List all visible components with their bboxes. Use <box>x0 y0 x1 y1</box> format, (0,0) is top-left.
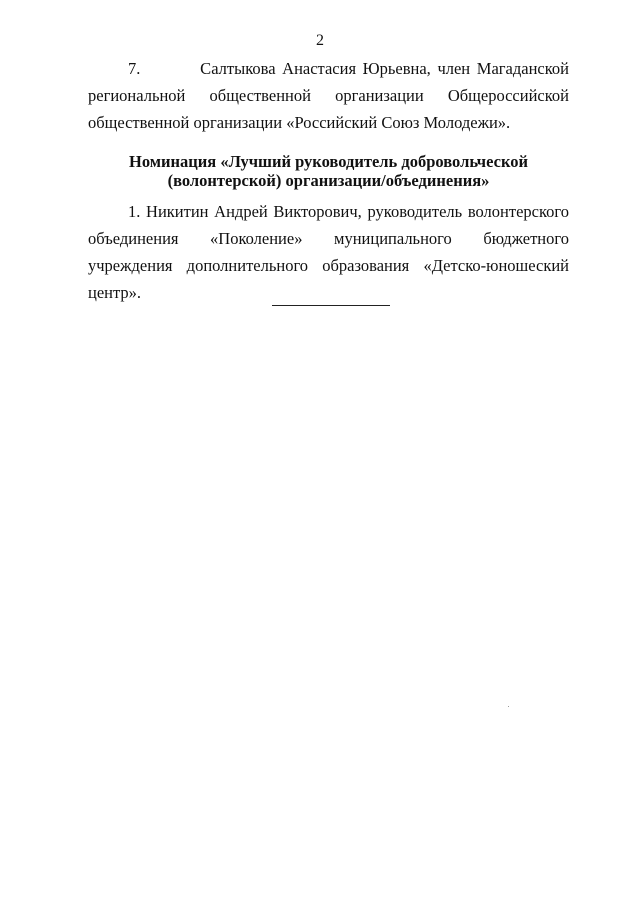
end-divider <box>272 305 390 306</box>
page-number: 2 <box>316 32 324 49</box>
list-item-entry-7: 7. Салтыкова Анастасия Юрьевна, член Магаданской региональной общественной организации Общероссийской общественной организации «Российский Союз Молодежи». <box>88 59 569 132</box>
nomination-heading-line-1: Номинация «Лучший руководитель добровольческой <box>128 152 528 171</box>
nomination-heading <box>88 152 569 190</box>
scan-speck <box>508 706 509 707</box>
nomination-heading-line-2: (волонтерской) организации/объединения» <box>167 171 490 190</box>
list-item-nominee-1: 1. Никитин Андрей Викторович, руководитель волонтерского объединения «Поколение» муниципального бюджетного учреждения дополнительного образования «Детско-юношеский центр». <box>88 202 569 302</box>
